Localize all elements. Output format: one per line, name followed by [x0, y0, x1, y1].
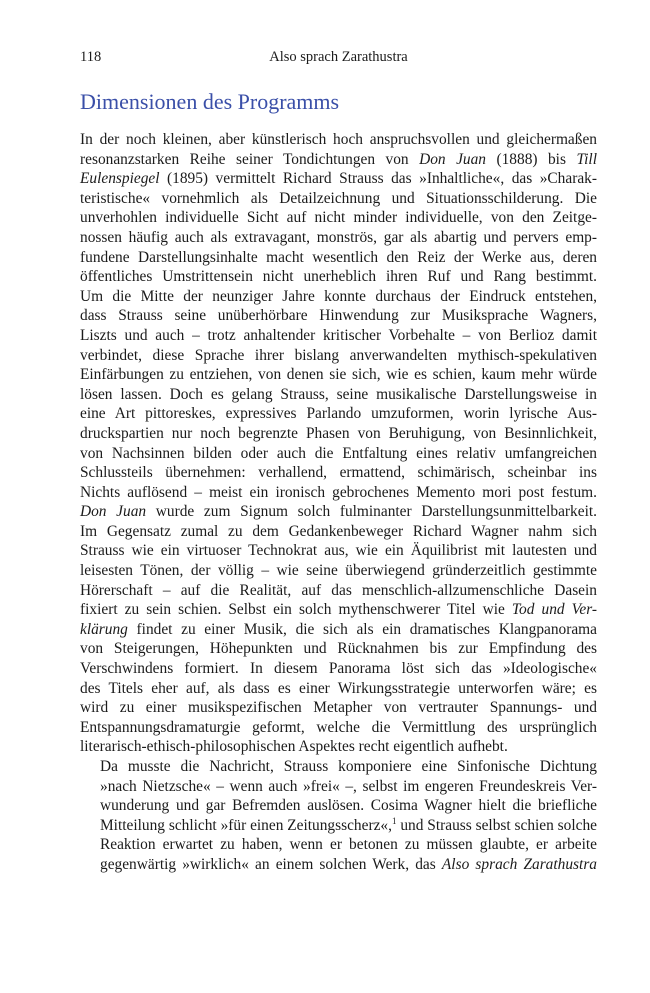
- text-line: In der noch kleinen, aber künstlerisch hoch anspruchsvollen und gleichermaßen: [80, 131, 597, 148]
- work-title: Eulenspiegel: [80, 170, 160, 188]
- text-line: teristische« vornehmlich als Detailzeichnung und Situationsschilderung. Die: [80, 189, 597, 207]
- text-line: Schlussteils übernehmen: verhallend, ermattend, schimärisch, scheinbar ins: [80, 464, 597, 482]
- paragraph: [80, 130, 597, 757]
- work-title: Don Juan: [419, 150, 486, 168]
- text-line: verbindet, diese Sprache ihrer bislang anverwandelten mythisch-spekulativen: [80, 346, 597, 364]
- text-line: Strauss wie ein virtuoser Technokrat aus, wie ein Äquilibrist mit lautesten und: [80, 542, 597, 560]
- text-line: wird zu einer musikspezifischen Metapher von vertrauter Spannungs- und: [80, 699, 597, 717]
- text-line: gegenwärtig »wirklich« an einem solchen Werk, das Also sprach Zarathustra: [100, 855, 597, 873]
- text-line: Um die Mitte der neunziger Jahre konnte durchaus der Eindruck entstehen,: [80, 287, 597, 305]
- text-line: leisesten Tönen, der völlig – wie seine überwiegend gründerzeitlich gestimmte: [80, 562, 597, 580]
- text-line: fundene Darstellungsinhalte macht wesentlich den Reiz der Werke aus, deren: [80, 248, 597, 266]
- text-line: Da musste die Nachricht, Strauss komponiere eine Sinfonische Dichtung: [100, 758, 597, 775]
- text-line: Im Gegensatz zumal zu dem Gedankenbeweger Richard Wagner nahm sich: [80, 522, 597, 540]
- text-line: Eulenspiegel (1895) vermittelt Richard Strauss das »Inhaltliche«, das »Charak-: [80, 170, 597, 188]
- text-line: unverhohlen individuelle Sicht auf nicht minder individuelle, von den Zeitge-: [80, 209, 597, 227]
- work-title: Don Juan: [80, 503, 147, 521]
- text-line: von Steigerungen, Höhepunkten und Rücknahmen bis zur Empfindung des: [80, 640, 597, 658]
- text-line: klärung findet zu einer Musik, die sich als ein dramatisches Klangpanorama: [80, 620, 597, 638]
- running-title: Also sprach Zarathustra: [269, 49, 408, 65]
- paragraph: [80, 757, 597, 875]
- page-number: 118: [80, 49, 102, 65]
- text-line: literarisch-ethisch-philosophischen Aspektes recht eigentlich aufhebt.: [80, 738, 508, 756]
- book-page: [80, 46, 597, 875]
- text-line: Reaktion erwartet zu haben, wenn er betonen zu müssen glaubte, er arbeite: [100, 836, 597, 854]
- text-line: druckspartien nur noch begrenzte Phasen von Beruhigung, von Besinnlichkeit,: [80, 424, 597, 442]
- work-title: Also sprach Zarathustra: [441, 855, 597, 873]
- text-line: öffentliches Umstrittensein nicht unerheblich ihren Ruf und Rang bestimmt.: [80, 268, 597, 286]
- text-line: nossen häufig auch als extravagant, monströs, gar als abartig und pervers emp-: [80, 228, 597, 246]
- work-title: Tod und Ver-: [511, 601, 598, 619]
- text-line: dass Strauss seine unüberhörbare Hinwendung zur Musiksprache Wagners,: [80, 307, 597, 325]
- body-text: [80, 130, 597, 875]
- text-line: Einfärbungen zu entziehen, von denen sie sich, wie es schien, kaum mehr würde: [80, 366, 597, 384]
- text-line: von Nachsinnen bilden oder auch die Entfaltung eines relativ umfangreichen: [80, 444, 597, 462]
- text-line: Mitteilung schlicht »für einen Zeitungsscherz«,$^1$ und Strauss selbst schien solche: [100, 815, 598, 834]
- text-line: Hörerschaft – auf die Realität, auf das menschlich-allzumenschliche Dasein: [80, 581, 597, 599]
- text-line: fixiert zu sein schien. Selbst ein solch mythenschwerer Titel wie Tod und Ver-: [80, 601, 598, 619]
- text-line: Entspannungsdramaturgie geformt, welche die Vermittlung des ursprünglich: [80, 718, 597, 736]
- text-line: Verschwindens formiert. In diesem Panorama löst sich das »Ideologische«: [80, 660, 597, 678]
- work-title: Till: [576, 150, 597, 168]
- text-line: wunderung und gar Befremden auslösen. Cosima Wagner hielt die briefliche: [100, 797, 597, 815]
- section-heading: Dimensionen des Programms: [80, 89, 340, 114]
- text-line: eine Art pittoreskes, expressives Parlando umzuformen, worin lyrische Aus-: [80, 405, 597, 423]
- running-header: [80, 46, 597, 68]
- footnote-marker: 1: [391, 815, 397, 826]
- text-line: Nichts auflösend – meist ein ironisch gebrochenes Memento mori post festum.: [80, 483, 597, 501]
- text-line: Don Juan wurde zum Signum solch fulminanter Darstellungsunmittelbarkeit.: [80, 503, 597, 521]
- work-title: klärung: [80, 620, 128, 638]
- text-line: »nach Nietzsche« – wenn auch »frei« –, selbst im engeren Freundeskreis Ver-: [100, 777, 597, 795]
- text-line: des Titels eher auf, als dass es einer Wirkungsstrategie unterworfen wäre; es: [80, 679, 597, 697]
- text-line: Liszts und auch – trotz anhaltender kritischer Vorbehalte – von Berlioz damit: [80, 326, 597, 344]
- text-line: lösen lassen. Doch es gelang Strauss, seine musikalische Darstellungsweise in: [80, 385, 597, 403]
- text-line: resonanzstarken Reihe seiner Tondichtungen von Don Juan (1888) bis Till: [80, 150, 597, 168]
